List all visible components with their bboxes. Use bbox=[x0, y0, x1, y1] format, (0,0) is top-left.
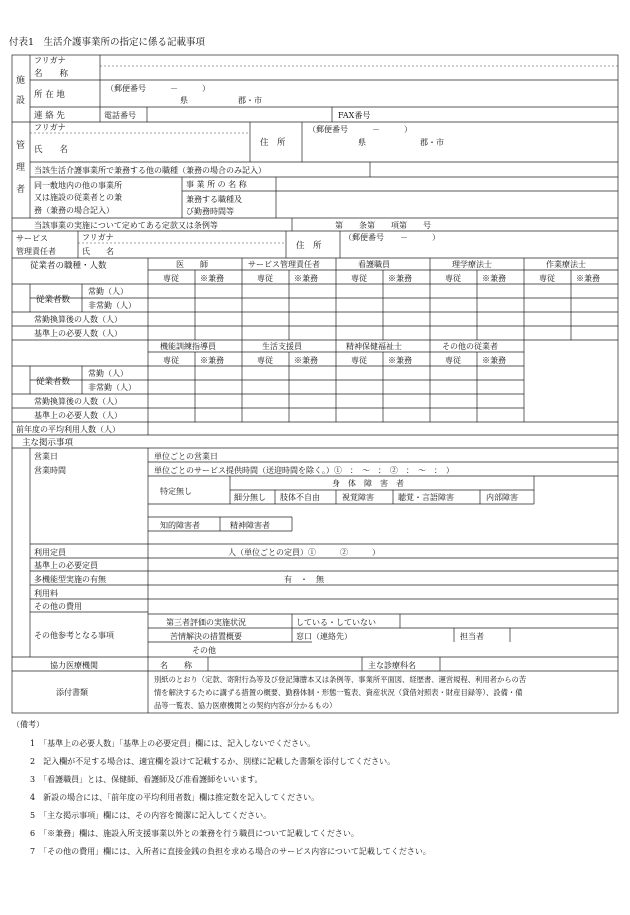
role-functional-trainer: 機能訓練指導員 bbox=[160, 342, 216, 351]
notes-header: （備考） bbox=[12, 720, 44, 729]
service-manager-address: 住 所 bbox=[296, 241, 322, 251]
mental-label: 精神障害者 bbox=[230, 521, 270, 530]
staff-table-1 bbox=[12, 258, 618, 340]
posted-header: 主な掲示事項 bbox=[22, 438, 74, 448]
part-time-label-1: 非常勤（人） bbox=[88, 301, 136, 310]
cooperating-dept-label: 主な診療科名 bbox=[368, 661, 416, 670]
part-time-label-2: 非常勤（人） bbox=[88, 383, 136, 392]
posted-items-section bbox=[12, 437, 618, 657]
business-days-label: 営業日 bbox=[34, 452, 58, 461]
other-fees-label: その他の費用 bbox=[34, 602, 82, 611]
bylaws-label: 当該事業の実施について定めてある定款又は条例等 bbox=[34, 221, 218, 230]
facility-pref-field[interactable]: 県 bbox=[180, 96, 188, 105]
capacity-label: 利用定員 bbox=[34, 548, 66, 557]
multi-function-yes-no[interactable]: 有 ・ 無 bbox=[284, 575, 324, 584]
facility-label-2: 設 bbox=[16, 96, 26, 106]
manager-address-label: 住 所 bbox=[260, 138, 286, 148]
attachments-line-3: 品等一覧表、協力医療機関との契約内容が分かるもの） bbox=[154, 701, 337, 710]
role-pt: 理学療法士 bbox=[452, 260, 492, 269]
facility-postal-field[interactable]: （郵便番号 － ） bbox=[106, 84, 210, 93]
staff-table-2 bbox=[12, 340, 618, 422]
cooperating-name-label: 名 称 bbox=[160, 661, 192, 670]
facility-label-1: 施 bbox=[16, 76, 26, 86]
facility-address-label: 所 在 地 bbox=[34, 90, 65, 100]
full-time-h2-4: 専従 bbox=[445, 356, 461, 365]
attachments-line-1: 別紙のとおり（定款、寄附行為等及び登記簿謄本又は条例等、事業所平面図、経歴書、運営規程、利用者からの苦 bbox=[154, 675, 527, 684]
service-manager-name: 氏 名 bbox=[82, 247, 114, 256]
concurrent-h1-1: ※兼務 bbox=[200, 274, 224, 283]
third-party-value[interactable]: している・していない bbox=[296, 618, 376, 627]
service-manager-label-1: サービス bbox=[16, 234, 48, 243]
disability-internal: 内部障害 bbox=[486, 493, 518, 502]
concurrent-h2-4: ※兼務 bbox=[482, 356, 506, 365]
full-time-h2-3: 専従 bbox=[351, 356, 367, 365]
attachments-line-2: 情を解決するために講ずる措置の概要、勤務体制・形態一覧表、資産状況（貸借対照表・財産目録等）、設備・備 bbox=[154, 688, 523, 697]
fee-label: 利用料 bbox=[34, 589, 58, 598]
hours-label: 営業時間 bbox=[34, 466, 66, 475]
specific-none-label: 特定無し bbox=[160, 487, 192, 496]
manager-city-field[interactable]: 郡・市 bbox=[420, 138, 444, 147]
average-users-label: 前年度の平均利用人数（人） bbox=[16, 425, 120, 434]
full-time-h1-1: 専従 bbox=[163, 274, 179, 283]
note-item-7: 7 「その他の費用」欄には、入所者に直接金銭の負担を求める場合のサービス内容について記載してください。 bbox=[30, 847, 431, 856]
concurrent-h1-3: ※兼務 bbox=[388, 274, 412, 283]
role-life-support: 生活支援員 bbox=[262, 342, 302, 351]
staff-count-label-1: 従業者数 bbox=[36, 295, 71, 305]
manager-office-name-label: 事 業 所 の 名 称 bbox=[186, 180, 247, 189]
manager-postal-field[interactable]: （郵便番号 － ） bbox=[308, 125, 412, 134]
regular-label-2: 常勤（人） bbox=[88, 369, 128, 378]
regular-label-1: 常勤（人） bbox=[88, 287, 128, 296]
bylaws-row bbox=[12, 218, 618, 231]
role-service-manager: サービス管理責任者 bbox=[248, 260, 320, 269]
facility-fax-field[interactable]: FAX番号 bbox=[338, 111, 371, 120]
facility-section bbox=[12, 55, 618, 122]
attachments-label: 添付書類 bbox=[56, 688, 88, 697]
manager-pref-field[interactable]: 県 bbox=[358, 138, 366, 147]
form-title: 付表1 生活介護事業所の指定に係る記載事項 bbox=[9, 37, 206, 48]
manager-label-3: 者 bbox=[16, 185, 26, 195]
manager-name-label: 氏 名 bbox=[34, 145, 69, 155]
note-item-3: 3 「看護職員」とは、保健師、看護師及び准看護師をいいます。 bbox=[30, 775, 263, 784]
service-manager-postal-field[interactable]: （郵便番号 － ） bbox=[344, 233, 440, 242]
full-time-h2-2: 専従 bbox=[257, 356, 273, 365]
role-ot: 作業療法士 bbox=[546, 260, 586, 269]
bylaws-article-field[interactable]: 第 条第 項第 号 bbox=[335, 221, 431, 230]
role-other-staff: その他の従業者 bbox=[442, 342, 498, 351]
service-manager-label-2: 管理責任者 bbox=[16, 247, 56, 256]
notes-section bbox=[12, 719, 431, 856]
others-label: その他 bbox=[192, 646, 216, 655]
manager-other-office-1: 同一敷地内の他の事業所 bbox=[34, 181, 122, 190]
complaint-label: 苦情解決の措置概要 bbox=[170, 632, 242, 641]
converted-label-1: 常勤換算後の人数（人） bbox=[34, 315, 122, 324]
capacity-note: 人（単位ごとの定員）① ② ） bbox=[228, 548, 380, 557]
note-item-1: 1 「基準上の必要人数」「基準上の必要定員」欄には、記入しないでください。 bbox=[30, 739, 316, 748]
concurrent-h1-2: ※兼務 bbox=[294, 274, 318, 283]
manager-job-label-2: び勤務時間等 bbox=[186, 207, 234, 216]
full-time-h1-2: 専従 bbox=[257, 274, 273, 283]
manager-section bbox=[12, 122, 618, 218]
concurrent-h1-4: ※兼務 bbox=[482, 274, 506, 283]
third-party-label: 第三者評価の実施状況 bbox=[166, 618, 246, 627]
facility-phone-field[interactable]: 電話番号 bbox=[104, 111, 136, 120]
other-items-label: その他参考となる事項 bbox=[34, 631, 114, 640]
hours-note: 単位ごとのサービス提供時間（送迎時間を除く。）① ： ～ ： ② ： ～ ： ） bbox=[154, 466, 454, 475]
manager-furigana-label: フリガナ bbox=[34, 123, 66, 132]
facility-furigana-label: フリガナ bbox=[34, 56, 66, 65]
cooperating-label: 協力医療機関 bbox=[50, 661, 98, 670]
manager-job-label-1: 兼務する職種及 bbox=[186, 195, 242, 204]
manager-concurrent-note: 当該生活介護事業所で兼務する他の職種（兼務の場合のみ記入） bbox=[34, 166, 266, 175]
manager-label-1: 管 bbox=[16, 141, 26, 151]
facility-name-label: 名 称 bbox=[34, 69, 69, 79]
standard-label-1: 基準上の必要人数（人） bbox=[34, 329, 122, 338]
role-psw: 精神保健福祉士 bbox=[346, 342, 402, 351]
staff-header-label: 従業者の職種・人数 bbox=[30, 261, 107, 271]
manager-other-office-2: 又は施設の従業者との兼 bbox=[34, 193, 122, 202]
service-manager-row bbox=[12, 231, 618, 258]
manager-other-office-3: 務（兼務の場合記入） bbox=[34, 206, 114, 215]
standard-capacity-label: 基準上の必要定員 bbox=[34, 561, 98, 570]
window-label: 窓口（連絡先） bbox=[296, 632, 352, 641]
disability-none: 細分無し bbox=[234, 493, 266, 502]
multi-function-label: 多機能型実施の有無 bbox=[34, 575, 106, 584]
note-item-2: 2 記入欄が不足する場合は、適宜欄を設けて記載するか、別様に記載した書類を添付してください。 bbox=[30, 757, 396, 766]
full-time-h1-3: 専従 bbox=[351, 274, 367, 283]
facility-city-field[interactable]: 郡・市 bbox=[238, 96, 262, 105]
manager-label-2: 理 bbox=[16, 163, 26, 173]
standard-label-2: 基準上の必要人数（人） bbox=[34, 411, 122, 420]
staff-count-label-2: 従業者数 bbox=[36, 377, 71, 387]
attachments-section bbox=[56, 675, 526, 710]
full-time-h1-4: 専従 bbox=[445, 274, 461, 283]
full-time-h1-5: 専従 bbox=[539, 274, 555, 283]
disability-physical: 肢体不自由 bbox=[280, 493, 320, 502]
full-time-h2-1: 専従 bbox=[163, 356, 179, 365]
disability-visual: 視覚障害 bbox=[342, 493, 374, 502]
concurrent-h2-1: ※兼務 bbox=[200, 356, 224, 365]
note-item-4: 4 新設の場合には、「前年度の平均利用者数」欄は推定数を記入してください。 bbox=[30, 793, 320, 802]
service-manager-furigana: フリガナ bbox=[82, 233, 114, 242]
person-label: 担当者 bbox=[460, 632, 484, 641]
concurrent-h2-2: ※兼務 bbox=[294, 356, 318, 365]
concurrent-h2-3: ※兼務 bbox=[388, 356, 412, 365]
concurrent-h1-5: ※兼務 bbox=[576, 274, 600, 283]
role-nurse: 看護職員 bbox=[358, 260, 390, 269]
business-days-note: 単位ごとの営業日 bbox=[154, 452, 218, 461]
average-users-row bbox=[12, 422, 618, 435]
facility-contact-label: 連 絡 先 bbox=[34, 111, 65, 121]
note-item-5: 5 「主な掲示事項」欄には、その内容を簡潔に記入してください。 bbox=[30, 811, 272, 820]
converted-label-2: 常勤換算後の人数（人） bbox=[34, 397, 122, 406]
intellectual-label: 知的障害者 bbox=[160, 521, 200, 530]
role-doctor: 医 師 bbox=[176, 260, 208, 269]
disability-hearing: 聴覚・言語障害 bbox=[398, 493, 454, 502]
disability-header: 身 体 障 害 者 bbox=[332, 479, 404, 488]
note-item-6: 6 「※兼務」欄は、施設入所支援事業以外との兼務を行う職員について記載してください。 bbox=[30, 829, 359, 838]
